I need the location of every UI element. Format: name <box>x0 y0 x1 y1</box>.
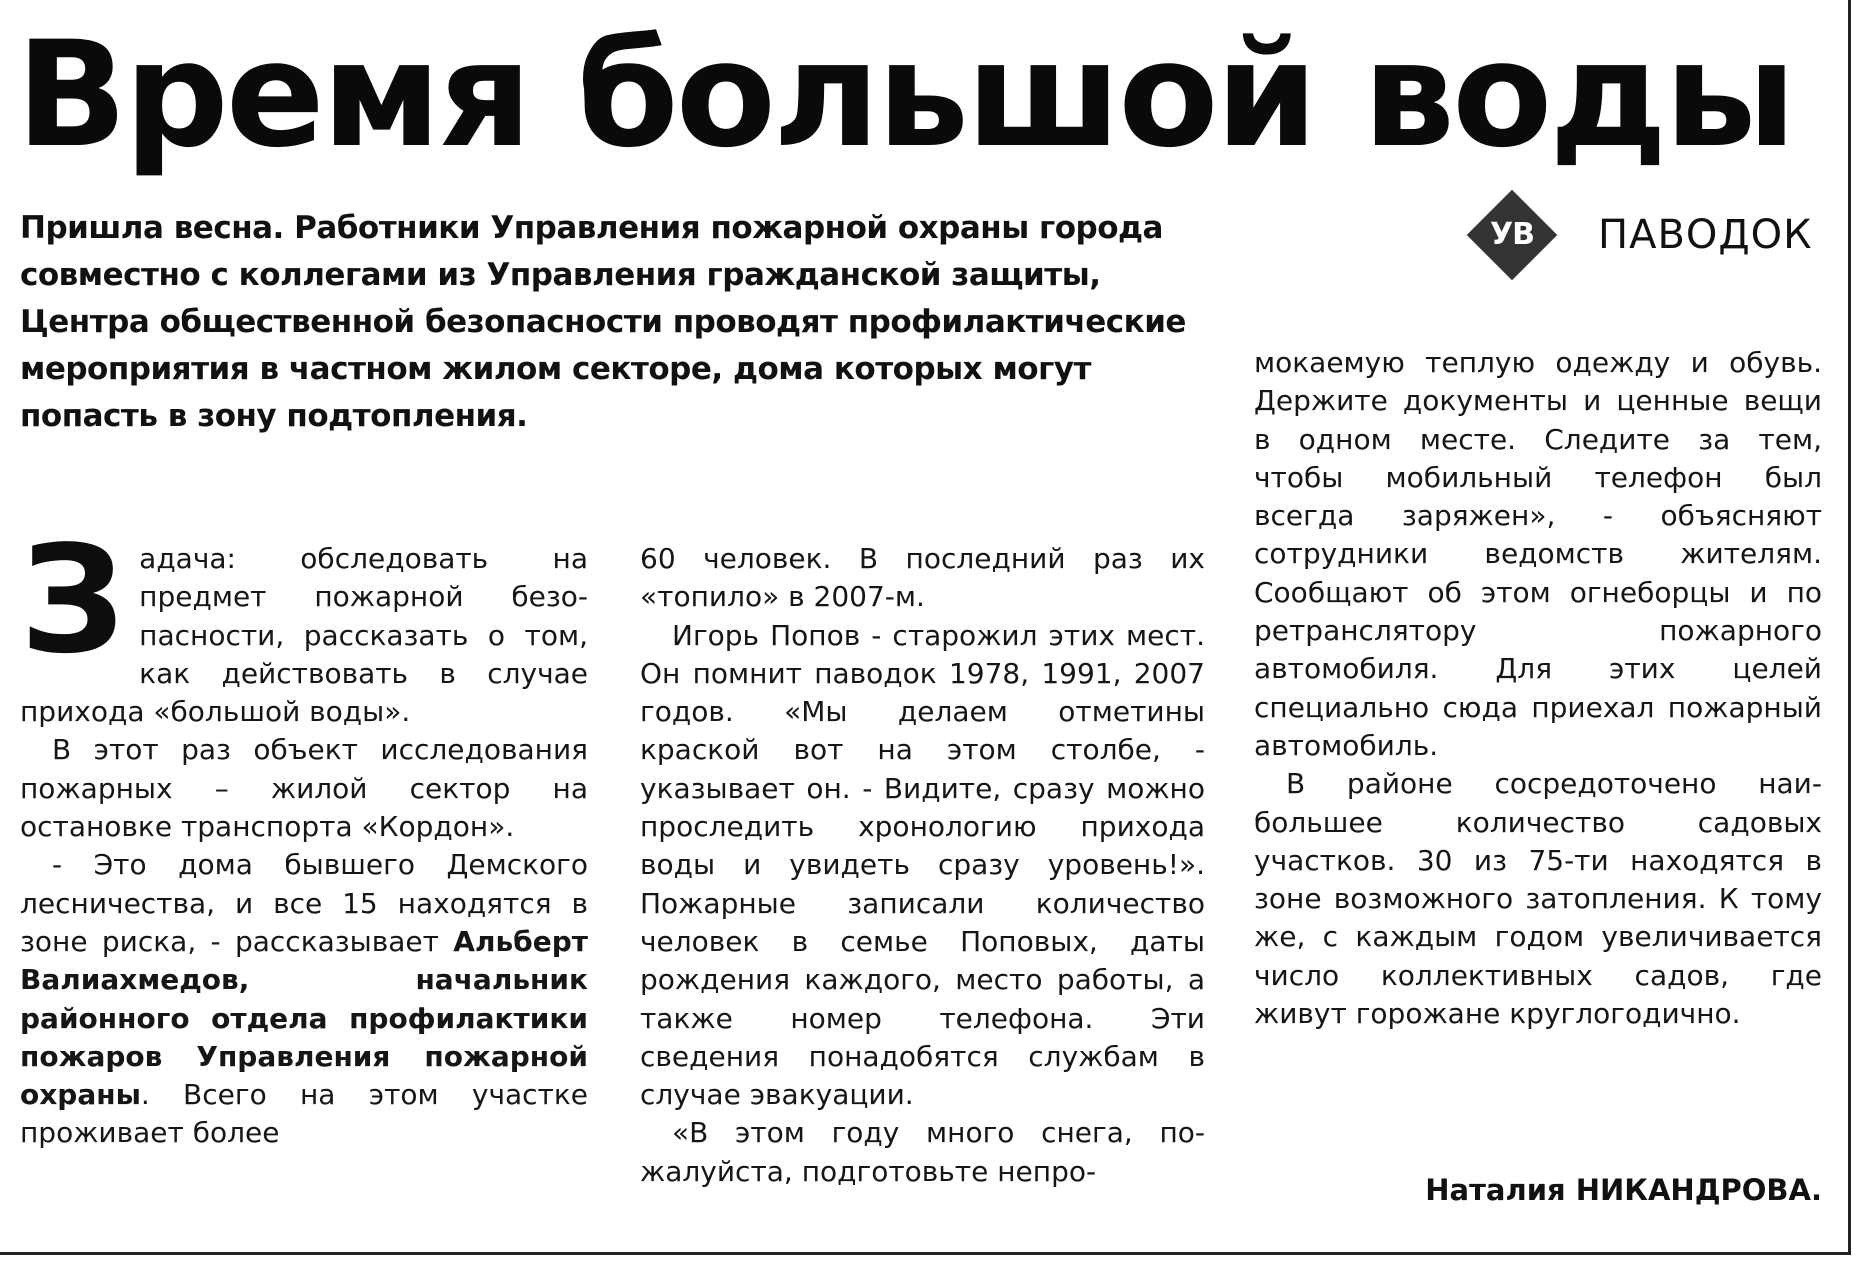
article-column-1 <box>20 514 588 1153</box>
paragraph: Игорь Попов - старожил этих мест. Он помнит паводок 1978, 1991, 2007 годов. «Мы делаем отметины краской вот на этом столбе, - указывает он. - Видите, сразу можно проследить хронологию прихода воды и увидеть сразу уровень!». Пожарные записали количество человек в семье Поповых, даты рождения каждого, место работы, а также номер телефона. Эти сведения понадобятся службам в случае эвакуации. <box>640 618 1205 1112</box>
lead-paragraph: Пришла весна. Работники Управления пожарной охраны города совместно с коллегами из Управления гражданской защиты, Центра общественной безопасности проводят профилактические мероприятия в частном жилом секторе, дома которых могут попасть в зону подтопления. <box>20 210 1186 434</box>
paragraph <box>20 846 588 1152</box>
rubric-label: ПАВОДОК <box>1598 212 1813 258</box>
paragraph: В этот раз объект исследования пожарных – жилой сектор на остановке транспорта «Кордон». <box>20 733 588 844</box>
newspaper-logo-icon <box>1462 185 1562 285</box>
author-byline: Наталия НИКАНДРОВА. <box>1425 1173 1822 1207</box>
paragraph: В районе сосредоточено наибольшее количество садовых участков. 30 из 75-ти находятся в зоне возможного затопления. К тому же, с каждым годом увеличивается число коллективных садов, где живут горожане круглогодично. <box>1254 767 1822 1031</box>
article-column-3 <box>1254 344 1822 1033</box>
paragraph-text: адача: обследовать на предмет пожарной безопасности, рассказать о том, как действовать в случае прихода «большой воды». <box>20 542 588 729</box>
paragraph: 60 человек. В последний раз их «топило» в 2007-м. <box>640 542 1205 614</box>
paragraph: мокаемую теплую одежду и обувь. Держите документы и ценные вещи в одном месте. Следите за тем, чтобы мобильный телефон был всегда заряжен», - объясняют сотрудники ведомств жителям. Сообщают об этом огнеборцы и по ретранслятору пожарного автомобиля. Для этих целей специально сюда приехал пожарный автомобиль. <box>1254 346 1822 762</box>
bold-name: Альберт Валиахмедов, начальник районного отдела профилактики пожаров Управления пожарной охраны <box>20 924 588 1112</box>
paragraph-text: . Всего на этом участке проживает более <box>20 1078 588 1150</box>
rubric <box>1462 185 1832 285</box>
headline: Время большой воды <box>16 10 1794 180</box>
drop-cap: З <box>20 514 126 686</box>
paragraph-text: - Это дома бывшего Демского лесничества, и все 15 находятся в зоне риска, - рассказывает <box>20 848 588 958</box>
paragraph <box>20 514 588 731</box>
logo-text: УВ <box>1490 217 1534 252</box>
paragraph: «В этом году много снега, пожалуйста, подготовьте непро- <box>640 1116 1205 1188</box>
article-column-2 <box>640 540 1205 1191</box>
